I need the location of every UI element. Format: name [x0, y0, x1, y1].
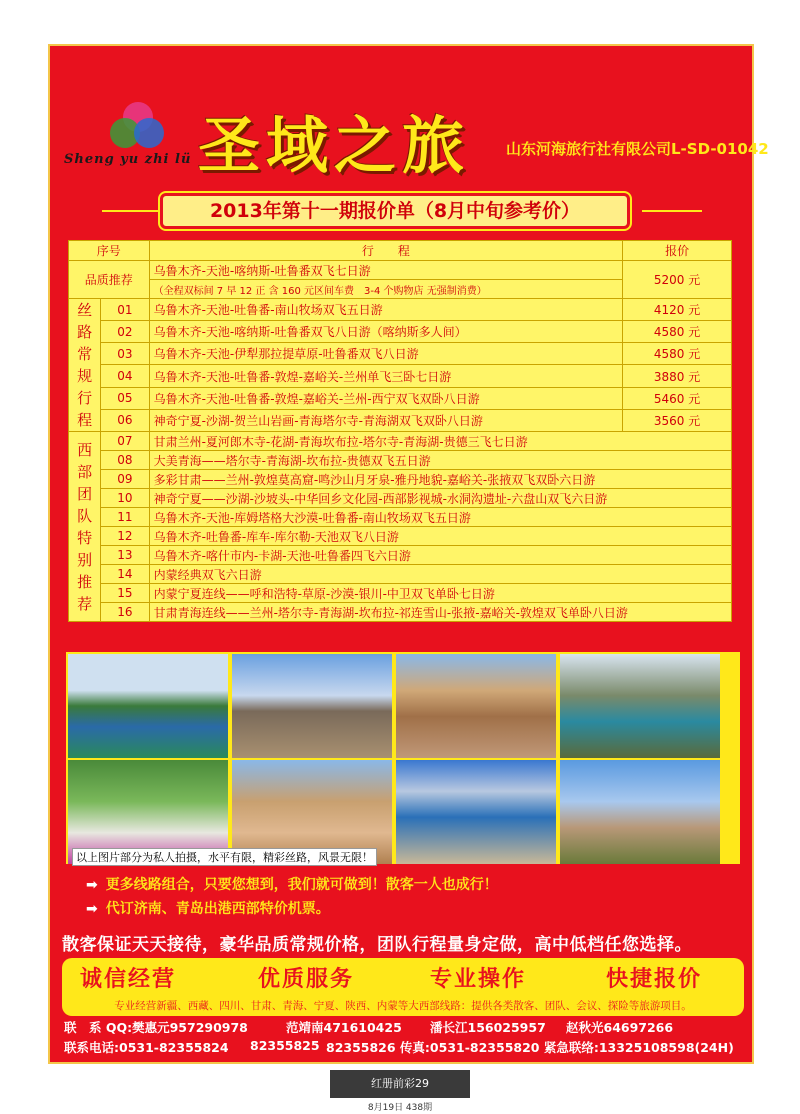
featured-route: 乌鲁木齐-天池-喀纳斯-吐鲁番双飞七日游: [149, 261, 623, 280]
table-row: [69, 299, 732, 321]
row-route: 甘肃青海连线——兰州-塔尔寺-青海湖-坎布拉-祁连雪山-张掖-嘉峪关-敦煌双飞单卧八日游: [149, 603, 731, 622]
company-name: 山东河海旅行社有限公司L-SD-01042: [506, 140, 769, 158]
row-route: 乌鲁木齐-天池-库姆塔格大沙漠-吐鲁番-南山牧场双飞五日游: [149, 508, 731, 527]
featured-label: 品质推荐: [69, 261, 150, 299]
row-num: 15: [101, 584, 149, 603]
bullet-text: 更多线路组合，只要您想到，我们就可做到！散客一人也成行！: [105, 877, 498, 893]
motto-item: 诚信经营: [80, 967, 177, 992]
row-num: 14: [101, 565, 149, 584]
company-logo: [62, 98, 198, 178]
photo-river-valley: [560, 654, 720, 758]
table-row: [69, 387, 732, 409]
row-route: 乌鲁木齐-天池-吐鲁番-敦煌-嘉峪关-兰州-西宁双飞双卧八日游: [149, 387, 623, 409]
row-num: 04: [101, 365, 149, 387]
photo-caption: 以上图片部分为私人拍摄，水平有限，精彩丝路，风景无限！: [72, 848, 377, 866]
row-num: 13: [101, 546, 149, 565]
bullet-text: 代订济南、青岛出港西部特价机票。: [105, 901, 330, 917]
row-price: 5460 元: [623, 387, 732, 409]
group-label-west: 西部团队特别推荐: [69, 432, 101, 622]
row-route: 乌鲁木齐-天池-伊犁那拉提草原-吐鲁番双飞八日游: [149, 343, 623, 365]
featured-row: [69, 261, 732, 280]
photo-yak-lake: [396, 760, 556, 864]
contact-phone-2: 82355825: [250, 1038, 320, 1053]
photo-lake-reeds: [68, 654, 228, 758]
table-row: [69, 489, 732, 508]
bullet-routes: [86, 874, 498, 894]
row-price: 4580 元: [623, 321, 732, 343]
bullet-tickets: [86, 898, 330, 918]
table-row: [69, 409, 732, 431]
row-num: 16: [101, 603, 149, 622]
row-num: 12: [101, 527, 149, 546]
row-route: 乌鲁木齐-天池-吐鲁番-南山牧场双飞五日游: [149, 299, 623, 321]
row-num: 10: [101, 489, 149, 508]
row-route: 内蒙宁夏连线——呼和浩特-草原-沙漠-银川-中卫双飞单卧七日游: [149, 584, 731, 603]
price-table: [68, 240, 732, 622]
featured-price: 5200 元: [623, 261, 732, 299]
row-price: 3880 元: [623, 365, 732, 387]
contact-qq: 联 系 QQ:樊惠元957290978: [64, 1020, 248, 1035]
banner-flourish-left: [102, 210, 162, 212]
brand-title: 圣域之旅: [198, 109, 471, 182]
table-row: [69, 321, 732, 343]
contact-qq-3: 潘长江156025957: [430, 1020, 546, 1035]
featured-note: （全程双标间 7 早 12 正 含 160 元区间车费 3-4 个购物店 无强制消费）: [149, 280, 623, 299]
row-route: 乌鲁木齐-天池-喀纳斯-吐鲁番双飞八日游（喀纳斯多人间）: [149, 321, 623, 343]
motto-item: 专业操作: [430, 967, 527, 992]
banner-flourish-right: [642, 210, 702, 212]
table-row: [69, 365, 732, 387]
row-num: 11: [101, 508, 149, 527]
slogan: 散客保证天天接待，豪华品质常规价格，团队行程量身定做，高中低档任您选择。: [62, 935, 692, 955]
contact-phone: 联系电话:0531-82355824: [64, 1040, 229, 1055]
row-route: 内蒙经典双飞六日游: [149, 565, 731, 584]
row-route: 神奇宁夏——沙湖-沙坡头-中华回乡文化园-西部影视城-水洞沟遗址-六盘山双飞六日游: [149, 489, 731, 508]
row-num: 08: [101, 451, 149, 470]
motto-item: 优质服务: [258, 967, 355, 992]
photo-collage: [66, 652, 740, 864]
arrow-right-icon: ➡: [86, 901, 98, 917]
row-num: 03: [101, 343, 149, 365]
row-num: 01: [101, 299, 149, 321]
logo-script-text: Sheng yu zhi lü: [64, 152, 192, 167]
header-price: 报价: [623, 241, 732, 261]
header-route: 行 程: [149, 241, 623, 261]
row-price: 4580 元: [623, 343, 732, 365]
business-scope: 专业经营新疆、西藏、四川、甘肃、青海、宁夏、陕西、内蒙等大西部线路：提供各类散客、团队、会议、探险等旅游项目。: [114, 1000, 692, 1012]
table-row: [69, 527, 732, 546]
table-row: [69, 343, 732, 365]
table-row: [69, 565, 732, 584]
row-num: 09: [101, 470, 149, 489]
contact-qq-4: 赵秋光64697266: [566, 1020, 674, 1035]
photo-desert-hills: [396, 654, 556, 758]
header-num: 序号: [69, 241, 150, 261]
group-label-silkroad: 丝路常规行程: [69, 299, 101, 432]
logo-circles-icon: [110, 102, 166, 150]
row-num: 02: [101, 321, 149, 343]
row-route: 乌鲁木齐-喀什市内-卡湖-天池-吐鲁番四飞六日游: [149, 546, 731, 565]
table-row: [69, 508, 732, 527]
table-row: [69, 470, 732, 489]
motto-item: 快捷报价: [606, 967, 703, 992]
table-row: [69, 584, 732, 603]
contact-phone-3: 82355826 传真:0531-82355820 紧急联络:13325108598(24H): [326, 1040, 734, 1055]
table-row: [69, 546, 732, 565]
row-route: 神奇宁夏-沙湖-贺兰山岩画-青海塔尔寺-青海湖双飞双卧八日游: [149, 409, 623, 431]
motto-box: [62, 958, 744, 1016]
row-price: 3560 元: [623, 409, 732, 431]
row-route: 乌鲁木齐-天池-吐鲁番-敦煌-嘉峪关-兰州单飞三卧七日游: [149, 365, 623, 387]
arrow-right-icon: ➡: [86, 877, 98, 893]
poster-sheet: [48, 44, 769, 1064]
row-route: 大美青海——塔尔寺-青海湖-坎布拉-贵德双飞五日游: [149, 451, 731, 470]
photo-stone-statue: [560, 760, 720, 864]
contact-qq-2: 范靖南471610425: [286, 1020, 402, 1035]
row-num: 06: [101, 409, 149, 431]
issue-banner: 2013年第十一期报价单（8月中旬参考价）: [160, 193, 630, 229]
table-header-row: [69, 241, 732, 261]
row-num: 07: [101, 432, 149, 451]
table-row: [69, 432, 732, 451]
row-route: 乌鲁木齐-吐鲁番-库车-库尔勒-天池双飞八日游: [149, 527, 731, 546]
footer-page-label: 红册前彩29: [330, 1070, 470, 1098]
photo-mountain-road: [232, 654, 392, 758]
row-num: 05: [101, 387, 149, 409]
table-row: [69, 603, 732, 622]
footer-issue: 8月19日 438期: [367, 1103, 433, 1113]
row-price: 4120 元: [623, 299, 732, 321]
row-route: 多彩甘肃——兰州-敦煌莫高窟-鸣沙山月牙泉-雅丹地貌-嘉峪关-张掖双飞双卧六日游: [149, 470, 731, 489]
row-route: 甘肃兰州-夏河郎木寺-花湖-青海坎布拉-塔尔寺-青海湖-贵德三飞七日游: [149, 432, 731, 451]
table-row: [69, 451, 732, 470]
